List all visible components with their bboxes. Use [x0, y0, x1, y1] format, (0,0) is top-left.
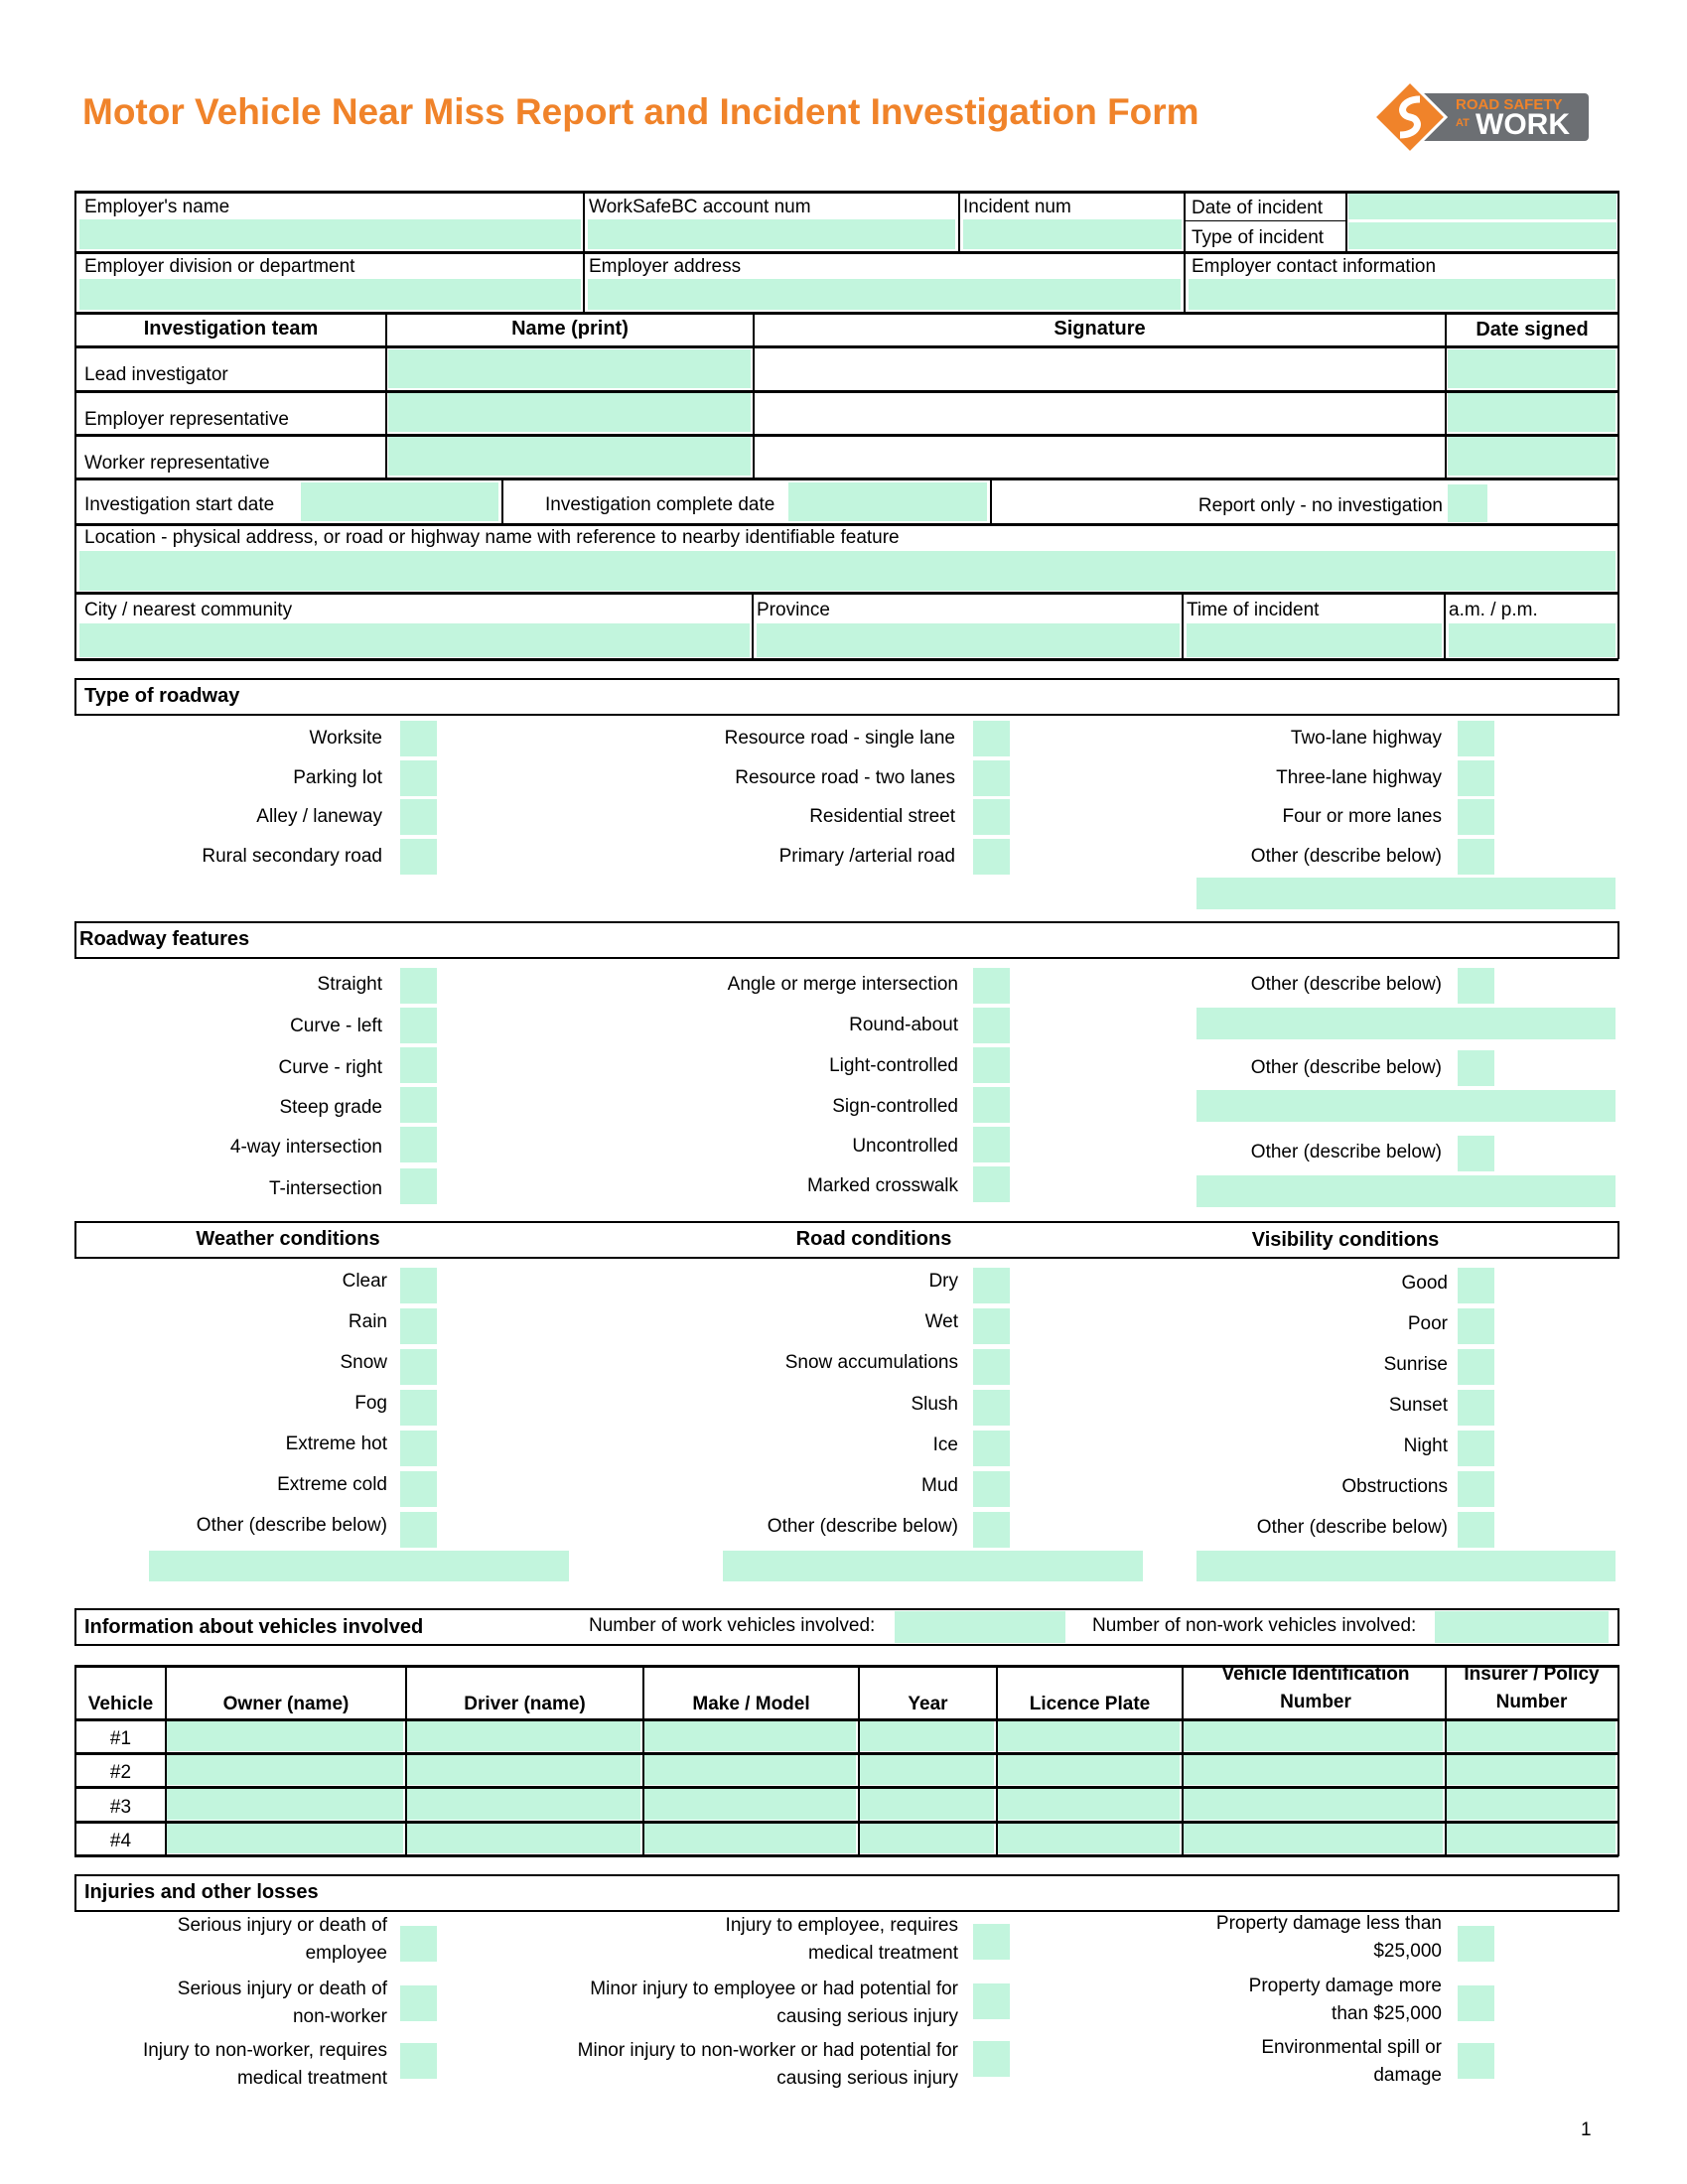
- feature-other2-label: Other (describe below): [1250, 1057, 1442, 1078]
- weather-cold-label: Extreme cold: [277, 1474, 387, 1495]
- vehicle-row-4-label: #4: [109, 1831, 132, 1851]
- feature-curve-right-checkbox[interactable]: [400, 1047, 437, 1083]
- vehicle-3-plate[interactable]: [998, 1789, 1180, 1820]
- weather-title: Weather conditions: [196, 1228, 380, 1250]
- injury-serious-employee-label: Serious injury or death of employee: [177, 1915, 387, 1964]
- feature-other3-label: Other (describe below): [1250, 1142, 1442, 1162]
- road-ice-label: Ice: [932, 1434, 958, 1455]
- lead-investigator-label: Lead investigator: [84, 364, 228, 385]
- weather-hot-label: Extreme hot: [285, 1433, 387, 1454]
- roadway-two-lane-label: Two-lane highway: [1290, 728, 1442, 749]
- owner-header: Owner (name): [222, 1694, 350, 1714]
- feature-uncontrolled-checkbox[interactable]: [973, 1127, 1010, 1162]
- vehicle-2-plate[interactable]: [998, 1755, 1180, 1785]
- feature-other2-checkbox[interactable]: [1458, 1050, 1494, 1086]
- injury-employee-treatment-label: Injury to employee, requires medical treatment: [725, 1915, 958, 1964]
- vehicle-2-driver[interactable]: [407, 1755, 640, 1785]
- roadway-other-label: Other (describe below): [1250, 846, 1442, 867]
- insurer-header: Insurer / Policy Number: [1464, 1664, 1600, 1712]
- vehicle-4-vin[interactable]: [1184, 1824, 1443, 1853]
- account-num-label: WorkSafeBC account num: [589, 197, 811, 217]
- features-title: Roadway features: [79, 928, 250, 950]
- vehicle-row-1-label: #1: [109, 1728, 132, 1749]
- start-date-label: Investigation start date: [84, 494, 275, 515]
- work-vehicles-label: Number of work vehicles involved:: [589, 1615, 876, 1636]
- vehicle-3-owner[interactable]: [167, 1789, 403, 1820]
- vehicle-1-driver[interactable]: [407, 1721, 640, 1751]
- ampm-field[interactable]: [1449, 623, 1616, 657]
- weather-fog-checkbox[interactable]: [400, 1390, 437, 1426]
- division-label: Employer division or department: [84, 256, 355, 277]
- visibility-sunset-checkbox[interactable]: [1458, 1390, 1494, 1426]
- roadway-resource-two-label: Resource road - two lanes: [735, 767, 955, 788]
- roadway-other-checkbox[interactable]: [1458, 839, 1494, 875]
- logo-text-top: ROAD SAFETY: [1456, 96, 1563, 113]
- feature-roundabout-checkbox[interactable]: [973, 1008, 1010, 1043]
- feature-other3-describe-field[interactable]: [1196, 1175, 1616, 1207]
- injury-nonworker-treatment-label: Injury to non-worker, requires medical treatment: [142, 2040, 387, 2089]
- feature-angle-label: Angle or merge intersection: [727, 974, 958, 995]
- location-label: Location - physical address, or road or highway name with reference to nearby identifiable feature: [84, 527, 900, 548]
- contact-field[interactable]: [1189, 279, 1616, 310]
- province-field[interactable]: [757, 623, 1180, 657]
- roadway-primary-checkbox[interactable]: [973, 839, 1010, 875]
- start-date-field[interactable]: [301, 482, 498, 521]
- city-field[interactable]: [79, 623, 750, 657]
- date-of-incident-label: Date of incident: [1192, 198, 1324, 218]
- roadway-resource-two-checkbox[interactable]: [973, 760, 1010, 796]
- feature-crosswalk-checkbox[interactable]: [973, 1166, 1010, 1202]
- feature-t-label: T-intersection: [268, 1178, 382, 1199]
- weather-other-label: Other (describe below): [196, 1515, 387, 1536]
- lead-investigator-date-field[interactable]: [1448, 349, 1616, 388]
- feature-steep-checkbox[interactable]: [400, 1087, 437, 1123]
- weather-other-describe-field[interactable]: [149, 1551, 569, 1581]
- province-label: Province: [757, 600, 830, 620]
- weather-hot-checkbox[interactable]: [400, 1431, 437, 1466]
- injury-nonworker-treatment-checkbox[interactable]: [400, 2043, 437, 2079]
- vehicle-1-vin[interactable]: [1184, 1721, 1443, 1751]
- employer-name-field[interactable]: [79, 219, 581, 249]
- weather-snow-checkbox[interactable]: [400, 1349, 437, 1385]
- visibility-obstructions-checkbox[interactable]: [1458, 1471, 1494, 1507]
- roadway-residential-label: Residential street: [809, 806, 955, 827]
- vehicle-header: Vehicle: [87, 1694, 154, 1714]
- road-wet-label: Wet: [924, 1311, 958, 1332]
- contact-label: Employer contact information: [1192, 256, 1437, 277]
- vin-header: Vehicle Identification Number: [1221, 1664, 1410, 1712]
- feature-other3-checkbox[interactable]: [1458, 1136, 1494, 1171]
- visibility-night-label: Night: [1403, 1435, 1448, 1456]
- feature-roundabout-label: Round-about: [849, 1015, 958, 1035]
- road-title: Road conditions: [795, 1228, 952, 1250]
- feature-sign-label: Sign-controlled: [832, 1096, 958, 1117]
- address-field[interactable]: [588, 279, 1181, 310]
- name-header: Name (print): [511, 318, 629, 340]
- lead-investigator-signature[interactable]: [757, 349, 1442, 388]
- weather-clear-label: Clear: [342, 1271, 387, 1292]
- roadway-resource-single-checkbox[interactable]: [973, 721, 1010, 756]
- road-slush-label: Slush: [911, 1394, 958, 1415]
- feature-other2-describe-field[interactable]: [1196, 1090, 1616, 1122]
- vehicle-4-driver[interactable]: [407, 1824, 640, 1853]
- vehicle-2-make[interactable]: [644, 1755, 856, 1785]
- weather-other-checkbox[interactable]: [400, 1512, 437, 1548]
- road-other-describe-field[interactable]: [723, 1551, 1143, 1581]
- feature-crosswalk-label: Marked crosswalk: [806, 1175, 958, 1196]
- visibility-good-checkbox[interactable]: [1458, 1268, 1494, 1303]
- logo-text-at: AT: [1456, 117, 1470, 129]
- injury-employee-treatment-checkbox[interactable]: [973, 1924, 1010, 1960]
- complete-date-label: Investigation complete date: [545, 494, 775, 515]
- time-field[interactable]: [1187, 623, 1442, 657]
- employer-rep-signature[interactable]: [757, 393, 1442, 432]
- roadway-alley-label: Alley / laneway: [256, 806, 382, 827]
- account-num-field[interactable]: [588, 219, 955, 249]
- weather-snow-label: Snow: [340, 1352, 387, 1373]
- vehicle-1-plate[interactable]: [998, 1721, 1180, 1751]
- driver-header: Driver (name): [464, 1694, 586, 1714]
- date-signed-header: Date signed: [1476, 319, 1589, 341]
- signature-header: Signature: [1054, 318, 1146, 340]
- type-of-incident-label: Type of incident: [1192, 227, 1325, 248]
- road-snow-label: Snow accumulations: [784, 1352, 958, 1373]
- feature-curve-left-label: Curve - left: [290, 1016, 382, 1036]
- weather-rain-checkbox[interactable]: [400, 1308, 437, 1344]
- weather-rain-label: Rain: [348, 1311, 387, 1332]
- roadway-section-header: [74, 678, 1619, 716]
- weather-cold-checkbox[interactable]: [400, 1471, 437, 1507]
- vehicle-1-owner[interactable]: [167, 1721, 403, 1751]
- vehicle-3-vin[interactable]: [1184, 1789, 1443, 1820]
- feature-t-checkbox[interactable]: [400, 1168, 437, 1204]
- location-field[interactable]: [79, 551, 1616, 591]
- visibility-other-describe-field[interactable]: [1196, 1551, 1616, 1581]
- weather-fog-label: Fog: [354, 1393, 387, 1414]
- road-dry-checkbox[interactable]: [973, 1268, 1010, 1303]
- vehicle-3-insurer[interactable]: [1447, 1789, 1616, 1820]
- feature-straight-label: Straight: [317, 974, 382, 995]
- vehicle-3-make[interactable]: [644, 1789, 856, 1820]
- roadway-two-lane-checkbox[interactable]: [1458, 721, 1494, 756]
- complete-date-field[interactable]: [788, 482, 987, 521]
- visibility-poor-checkbox[interactable]: [1458, 1308, 1494, 1344]
- vehicle-4-insurer[interactable]: [1447, 1824, 1616, 1853]
- roadway-residential-checkbox[interactable]: [973, 799, 1010, 835]
- weather-clear-checkbox[interactable]: [400, 1268, 437, 1303]
- road-wet-checkbox[interactable]: [973, 1308, 1010, 1344]
- road-ice-checkbox[interactable]: [973, 1431, 1010, 1466]
- ampm-label: a.m. / p.m.: [1449, 600, 1538, 620]
- roadway-worksite-checkbox[interactable]: [400, 721, 437, 756]
- visibility-other-checkbox[interactable]: [1458, 1512, 1494, 1548]
- vehicle-2-year[interactable]: [860, 1755, 994, 1785]
- features-section-header: [74, 921, 1619, 959]
- loss-environmental-checkbox[interactable]: [1458, 2043, 1494, 2079]
- vehicle-4-owner[interactable]: [167, 1824, 403, 1853]
- feature-other1-checkbox[interactable]: [1458, 968, 1494, 1004]
- loss-environmental-label: Environmental spill or damage: [1261, 2037, 1442, 2086]
- injury-minor-nonworker-checkbox[interactable]: [973, 2041, 1010, 2077]
- vehicle-3-driver[interactable]: [407, 1789, 640, 1820]
- employer-rep-label: Employer representative: [84, 409, 289, 430]
- vehicles-title: Information about vehicles involved: [84, 1616, 424, 1638]
- work-vehicles-field[interactable]: [895, 1611, 1065, 1643]
- team-header: Investigation team: [143, 318, 319, 340]
- incident-num-field[interactable]: [963, 219, 1182, 249]
- type-of-incident-field[interactable]: [1348, 222, 1617, 249]
- time-label: Time of incident: [1187, 600, 1320, 620]
- feature-4way-checkbox[interactable]: [400, 1127, 437, 1162]
- vehicle-4-make[interactable]: [644, 1824, 856, 1853]
- date-of-incident-field[interactable]: [1348, 194, 1617, 219]
- report-only-label: Report only - no investigation: [1197, 495, 1443, 516]
- year-header: Year: [908, 1694, 948, 1714]
- loss-property-less-label: Property damage less than $25,000: [1215, 1913, 1442, 1962]
- incident-num-label: Incident num: [963, 197, 1071, 217]
- worker-rep-signature[interactable]: [757, 437, 1442, 476]
- injury-minor-employee-label: Minor injury to employee or had potential for causing serious injury: [590, 1979, 958, 2027]
- visibility-title: Visibility conditions: [1251, 1229, 1440, 1251]
- visibility-other-label: Other (describe below): [1256, 1517, 1448, 1538]
- make-model-header: Make / Model: [692, 1694, 810, 1714]
- city-label: City / nearest community: [84, 600, 293, 620]
- feature-sign-checkbox[interactable]: [973, 1087, 1010, 1123]
- feature-steep-label: Steep grade: [279, 1097, 382, 1118]
- road-dry-label: Dry: [928, 1271, 958, 1292]
- road-other-checkbox[interactable]: [973, 1512, 1010, 1548]
- roadway-other-describe-field[interactable]: [1196, 878, 1616, 909]
- roadway-three-lane-label: Three-lane highway: [1276, 767, 1442, 788]
- worker-rep-name-field[interactable]: [388, 437, 751, 476]
- page-number: 1: [1581, 2119, 1592, 2140]
- injuries-title: Injuries and other losses: [84, 1881, 319, 1903]
- page-title: Motor Vehicle Near Miss Report and Incident Investigation Form: [82, 91, 1199, 132]
- vehicle-2-insurer[interactable]: [1447, 1755, 1616, 1785]
- feature-light-label: Light-controlled: [829, 1055, 958, 1076]
- feature-4way-label: 4-way intersection: [229, 1137, 382, 1158]
- worker-rep-label: Worker representative: [84, 453, 270, 474]
- licence-plate-header: Licence Plate: [1029, 1694, 1151, 1714]
- employer-rep-date-field[interactable]: [1448, 393, 1616, 432]
- feature-uncontrolled-label: Uncontrolled: [852, 1136, 958, 1157]
- roadway-worksite-label: Worksite: [309, 728, 382, 749]
- vehicle-4-plate[interactable]: [998, 1824, 1180, 1853]
- vehicle-2-vin[interactable]: [1184, 1755, 1443, 1785]
- employer-rep-name-field[interactable]: [388, 393, 751, 432]
- visibility-sunrise-label: Sunrise: [1383, 1354, 1448, 1375]
- roadway-title: Type of roadway: [84, 685, 240, 707]
- injury-serious-nonworker-label: Serious injury or death of non-worker: [177, 1979, 387, 2027]
- vehicle-2-owner[interactable]: [167, 1755, 403, 1785]
- vehicle-4-year[interactable]: [860, 1824, 994, 1853]
- employer-name-label: Employer's name: [84, 197, 230, 217]
- worker-rep-date-field[interactable]: [1448, 437, 1616, 476]
- roadway-primary-label: Primary /arterial road: [778, 846, 955, 867]
- roadway-four-lane-label: Four or more lanes: [1282, 806, 1442, 827]
- division-field[interactable]: [79, 279, 581, 310]
- loss-property-less-checkbox[interactable]: [1458, 1926, 1494, 1962]
- roadway-resource-single-label: Resource road - single lane: [724, 728, 955, 749]
- road-mud-checkbox[interactable]: [973, 1471, 1010, 1507]
- vehicle-1-insurer[interactable]: [1447, 1721, 1616, 1751]
- vehicle-3-year[interactable]: [860, 1789, 994, 1820]
- visibility-sunset-label: Sunset: [1388, 1395, 1448, 1416]
- injury-serious-nonworker-checkbox[interactable]: [400, 1985, 437, 2021]
- visibility-night-checkbox[interactable]: [1458, 1431, 1494, 1466]
- feature-other1-describe-field[interactable]: [1196, 1008, 1616, 1039]
- feature-straight-checkbox[interactable]: [400, 968, 437, 1004]
- nonwork-vehicles-label: Number of non-work vehicles involved:: [1092, 1615, 1417, 1636]
- feature-angle-checkbox[interactable]: [973, 968, 1010, 1004]
- feature-light-checkbox[interactable]: [973, 1047, 1010, 1083]
- visibility-good-label: Good: [1401, 1273, 1448, 1294]
- feature-other1-label: Other (describe below): [1250, 974, 1442, 995]
- loss-property-more-checkbox[interactable]: [1458, 1985, 1494, 2021]
- feature-curve-right-label: Curve - right: [278, 1057, 382, 1078]
- visibility-obstructions-label: Obstructions: [1341, 1476, 1448, 1497]
- roadway-rural-checkbox[interactable]: [400, 839, 437, 875]
- vehicle-1-make[interactable]: [644, 1721, 856, 1751]
- road-slush-checkbox[interactable]: [973, 1390, 1010, 1426]
- vehicle-1-year[interactable]: [860, 1721, 994, 1751]
- visibility-sunrise-checkbox[interactable]: [1458, 1349, 1494, 1385]
- logo-text-work: WORK: [1476, 108, 1570, 141]
- vehicle-row-2-label: #2: [109, 1762, 132, 1783]
- nonwork-vehicles-field[interactable]: [1435, 1611, 1609, 1643]
- feature-curve-left-checkbox[interactable]: [400, 1008, 437, 1043]
- lead-investigator-name-field[interactable]: [388, 349, 751, 388]
- vehicle-row-3-label: #3: [109, 1797, 132, 1818]
- injury-minor-nonworker-label: Minor injury to non-worker or had potential for causing serious injury: [577, 2040, 958, 2089]
- loss-property-more-label: Property damage more than $25,000: [1248, 1976, 1442, 2024]
- roadway-parking-checkbox[interactable]: [400, 760, 437, 796]
- road-safety-logo: [1370, 77, 1591, 155]
- visibility-poor-label: Poor: [1407, 1313, 1448, 1334]
- roadway-rural-label: Rural secondary road: [202, 846, 382, 867]
- address-label: Employer address: [589, 256, 742, 277]
- report-only-checkbox[interactable]: [1448, 484, 1487, 522]
- injury-minor-employee-checkbox[interactable]: [973, 1983, 1010, 2019]
- injury-serious-employee-checkbox[interactable]: [400, 1926, 437, 1962]
- roadway-three-lane-checkbox[interactable]: [1458, 760, 1494, 796]
- road-other-label: Other (describe below): [767, 1516, 958, 1537]
- road-snow-checkbox[interactable]: [973, 1349, 1010, 1385]
- roadway-parking-label: Parking lot: [293, 767, 382, 788]
- roadway-alley-checkbox[interactable]: [400, 799, 437, 835]
- roadway-four-lane-checkbox[interactable]: [1458, 799, 1494, 835]
- road-mud-label: Mud: [921, 1475, 958, 1496]
